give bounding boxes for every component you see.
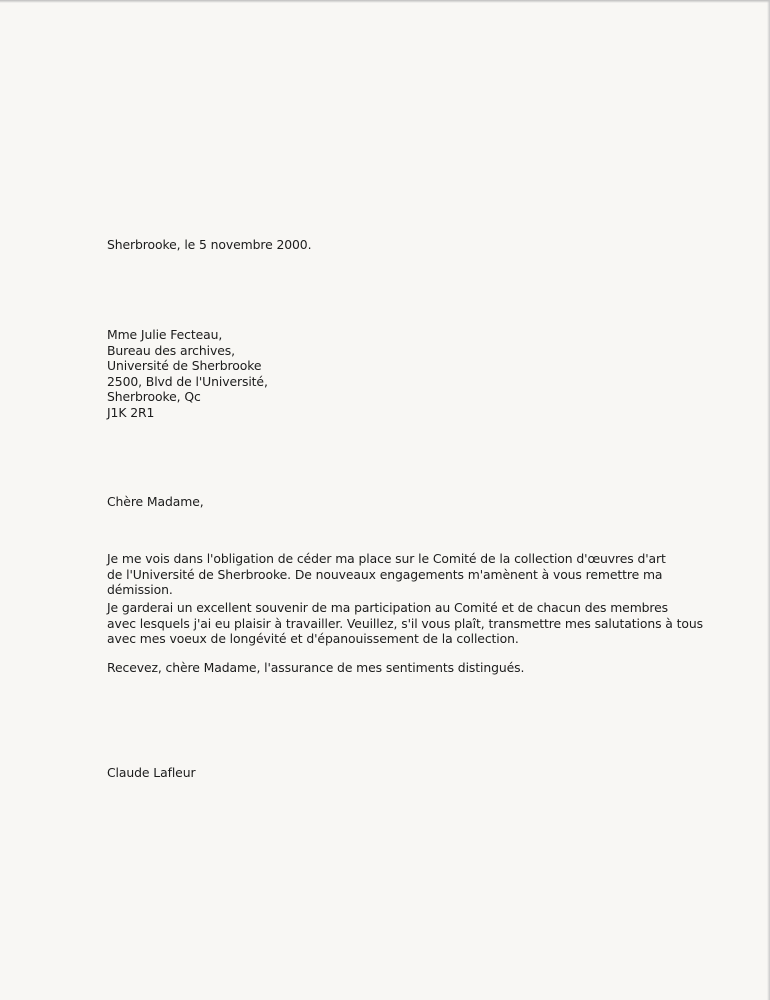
paragraph-1-line: de l'Université de Sherbrooke. De nouveaux engagements m'amènent à vous remettre ma	[107, 566, 663, 582]
recipient-street: 2500, Blvd de l'Université,	[107, 373, 268, 389]
paragraph-2-line: avec lesquels j'ai eu plaisir à travailler. Veuillez, s'il vous plaît, transmettre mes salutations à tous	[107, 615, 703, 631]
closing-formula	[107, 660, 524, 676]
salutation-text: Chère Madame,	[107, 494, 204, 509]
recipient-address	[107, 327, 268, 421]
recipient-postal-code: J1K 2R1	[107, 404, 155, 420]
recipient-institution: Université de Sherbrooke	[107, 358, 262, 374]
date-line	[107, 237, 311, 253]
recipient-office: Bureau des archives,	[107, 342, 235, 358]
closing-text: Recevez, chère Madame, l'assurance de mes sentiments distingués.	[107, 660, 525, 675]
paragraph-1	[107, 551, 666, 598]
paragraph-2-line: Je garderai un excellent souvenir de ma participation au Comité et de chacun des membres	[107, 600, 669, 615]
paragraph-2	[107, 600, 703, 647]
paragraph-1-line: démission.	[107, 582, 173, 598]
salutation	[107, 494, 204, 510]
recipient-name: Mme Julie Fecteau,	[107, 327, 223, 342]
paragraph-1-line: Je me vois dans l'obligation de céder ma place sur le Comité de la collection d'œuvres d'art	[107, 551, 666, 566]
scan-edge-top	[0, 0, 770, 3]
date-text: Sherbrooke, le 5 novembre 2000.	[107, 237, 312, 252]
recipient-city: Sherbrooke, Qc	[107, 389, 201, 405]
signature	[107, 765, 195, 781]
paragraph-2-line: avec mes voeux de longévité et d'épanouissement de la collection.	[107, 631, 519, 647]
signature-name: Claude Lafleur	[107, 765, 196, 780]
